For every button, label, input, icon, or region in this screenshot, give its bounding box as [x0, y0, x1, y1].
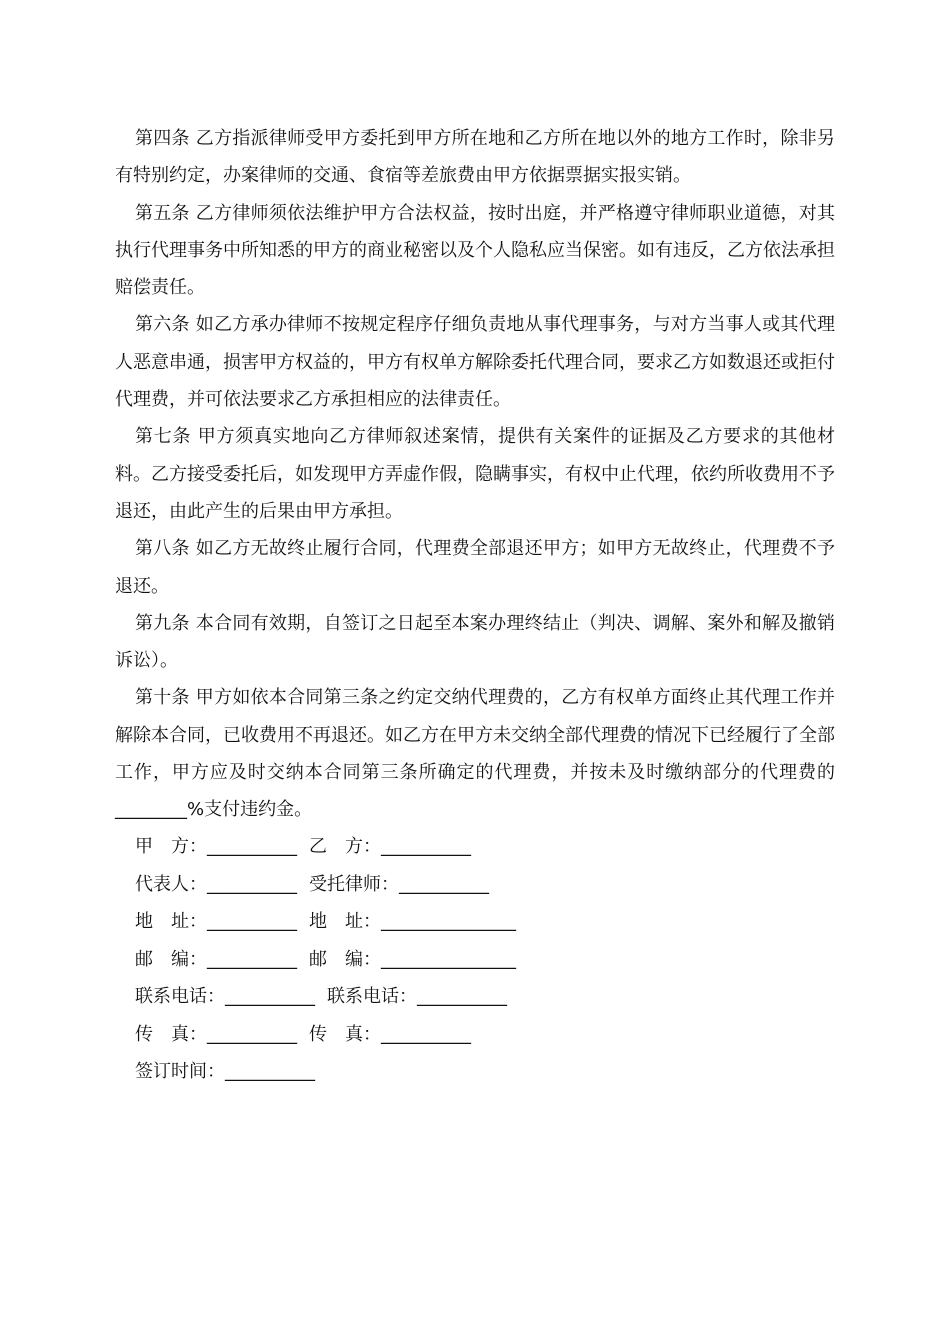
- party-a-fax-field: 传 真：__________: [135, 1023, 297, 1045]
- signature-row-fax: [135, 1016, 516, 1054]
- signature-row-representative: [135, 866, 516, 904]
- clause-5: 第五条 乙方律师须依法维护甲方合法权益，按时出庭，并严格遵守律师职业道德，对其执行代理事务中所知悉的甲方的商业秘密以及个人隐私应当保密。如有违反，乙方依法承担赔偿责任。: [115, 202, 835, 299]
- party-a-address-field: 地 址：__________: [135, 911, 297, 932]
- clause-6: 第六条 如乙方承办律师不按规定程序仔细负责地从事代理事务，与对方当事人或其代理人恶意串通，损害甲方权益的，甲方有权单方解除委托代理合同，要求乙方如数退还或拒付代理费，并可依法要求乙方承担相应的法律责任。: [115, 314, 835, 411]
- party-a-phone-field: 联系电话：__________: [135, 986, 315, 1007]
- party-b-phone-field: 联系电话：__________: [327, 986, 507, 1007]
- clause-7: 第七条 甲方须真实地向乙方律师叙述案情，提供有关案件的证据及乙方要求的其他材料。乙方接受委托后，如发现甲方弄虚作假，隐瞒事实，有权中止代理，依约所收费用不予退还，由此产生的后果由甲方承担。: [115, 426, 835, 522]
- contract-clauses: [115, 120, 835, 829]
- signature-row-postcode: [135, 941, 516, 979]
- party-b-field: 乙 方：__________: [309, 836, 471, 857]
- clause-4: 第四条 乙方指派律师受甲方委托到甲方所在地和乙方所在地以外的地方工作时，除非另有特别约定，办案律师的交通、食宿等差旅费由甲方依据票据实报实销。: [115, 128, 835, 187]
- party-b-postcode-field: 邮 编：_______________: [309, 948, 516, 970]
- signature-row-address: [135, 903, 516, 941]
- party-b-address-field: 地 址：_______________: [309, 911, 516, 932]
- clause-8: 第八条 如乙方无故终止履行合同，代理费全部退还甲方；如甲方无故终止，代理费不予退还。: [115, 538, 835, 597]
- entrusted-lawyer-field: 受托律师：__________: [309, 873, 489, 895]
- signature-block: [135, 828, 516, 1091]
- representative-field: 代表人：__________: [135, 873, 297, 895]
- signature-row-phone: [135, 978, 516, 1016]
- signature-row-party: [135, 828, 516, 866]
- signing-date-field: 签订时间：__________: [135, 1061, 315, 1082]
- clause-9: 第九条 本合同有效期，自签订之日起至本案办理终结止（判决、调解、案外和解及撤销诉讼）。: [115, 612, 835, 672]
- clause-10: 第十条 甲方如依本合同第三条之约定交纳代理费的，乙方有权单方面终止其代理工作并解除本合同，已收费用不再退还。如乙方在甲方未交纳全部代理费的情况下已经履行了全部工作，甲方应及时交纳本合同第三条所确定的代理费，并按未及时缴纳部分的代理费的________%支付违约金。: [115, 687, 835, 821]
- party-b-fax-field: 传 真：__________: [309, 1023, 471, 1045]
- signature-row-date: [135, 1053, 516, 1091]
- party-a-postcode-field: 邮 编：__________: [135, 948, 297, 970]
- party-a-field: 甲 方：__________: [135, 836, 297, 857]
